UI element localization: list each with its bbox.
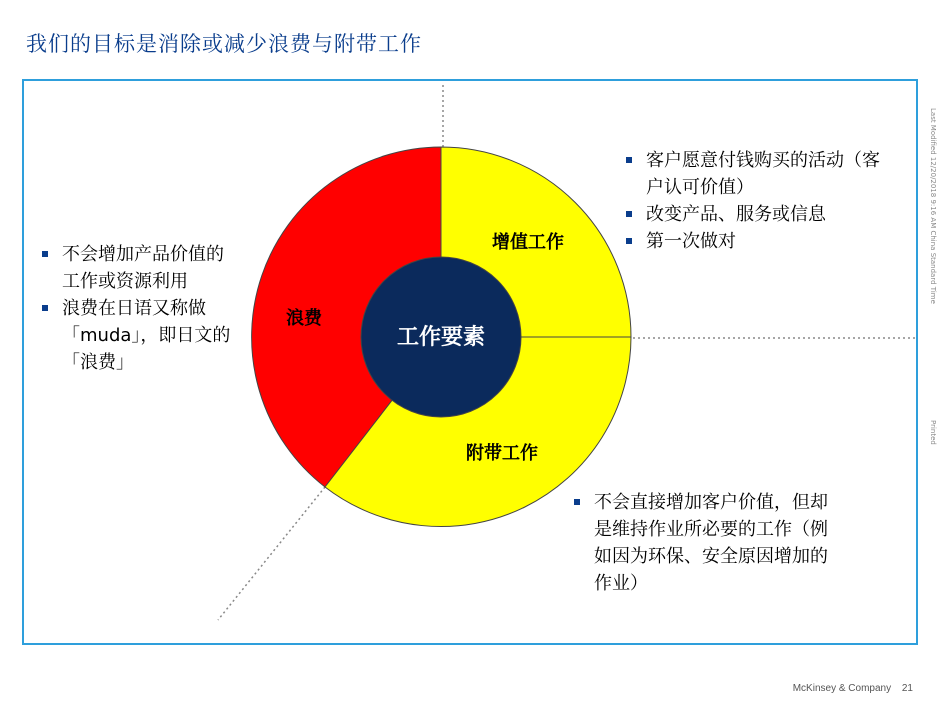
printed-note: Printed bbox=[929, 420, 937, 445]
incidental-label: 附带工作 bbox=[466, 443, 538, 464]
waste-label: 浪费 bbox=[286, 308, 322, 329]
page-number: 21 bbox=[901, 683, 913, 694]
center-label: 工作要素 bbox=[396, 324, 486, 350]
last-modified-note: Last Modified 12/20/2018 9:16 AM China Standard Time bbox=[929, 108, 937, 304]
incidental-bullets bbox=[572, 489, 842, 597]
value-added-bullet-1: 客户愿意付钱购买的活动（客户认可价值） bbox=[624, 147, 894, 201]
value-added-bullet-3: 第一次做对 bbox=[624, 228, 894, 255]
leader-line-bottom bbox=[218, 487, 325, 620]
value-added-bullet-2: 改变产品、服务或信息 bbox=[624, 201, 894, 228]
waste-bullet-1: 不会增加产品价值的工作或资源利用 bbox=[40, 241, 232, 295]
value-added-label: 增值工作 bbox=[492, 232, 564, 253]
waste-bullet-2: 浪费在日语又称做「muda」，即日文的「浪费」 bbox=[40, 295, 232, 376]
value-added-bullets bbox=[624, 147, 894, 255]
page-title: 我们的目标是消除或减少浪费与附带工作 bbox=[26, 32, 422, 56]
incidental-bullet-1: 不会直接增加客户价值，但却是维持作业所必要的工作（例如因为环保、安全原因增加的作业） bbox=[572, 489, 842, 597]
footer bbox=[793, 683, 913, 694]
waste-bullets bbox=[40, 241, 232, 376]
footer-company: McKinsey & Company bbox=[792, 683, 892, 694]
